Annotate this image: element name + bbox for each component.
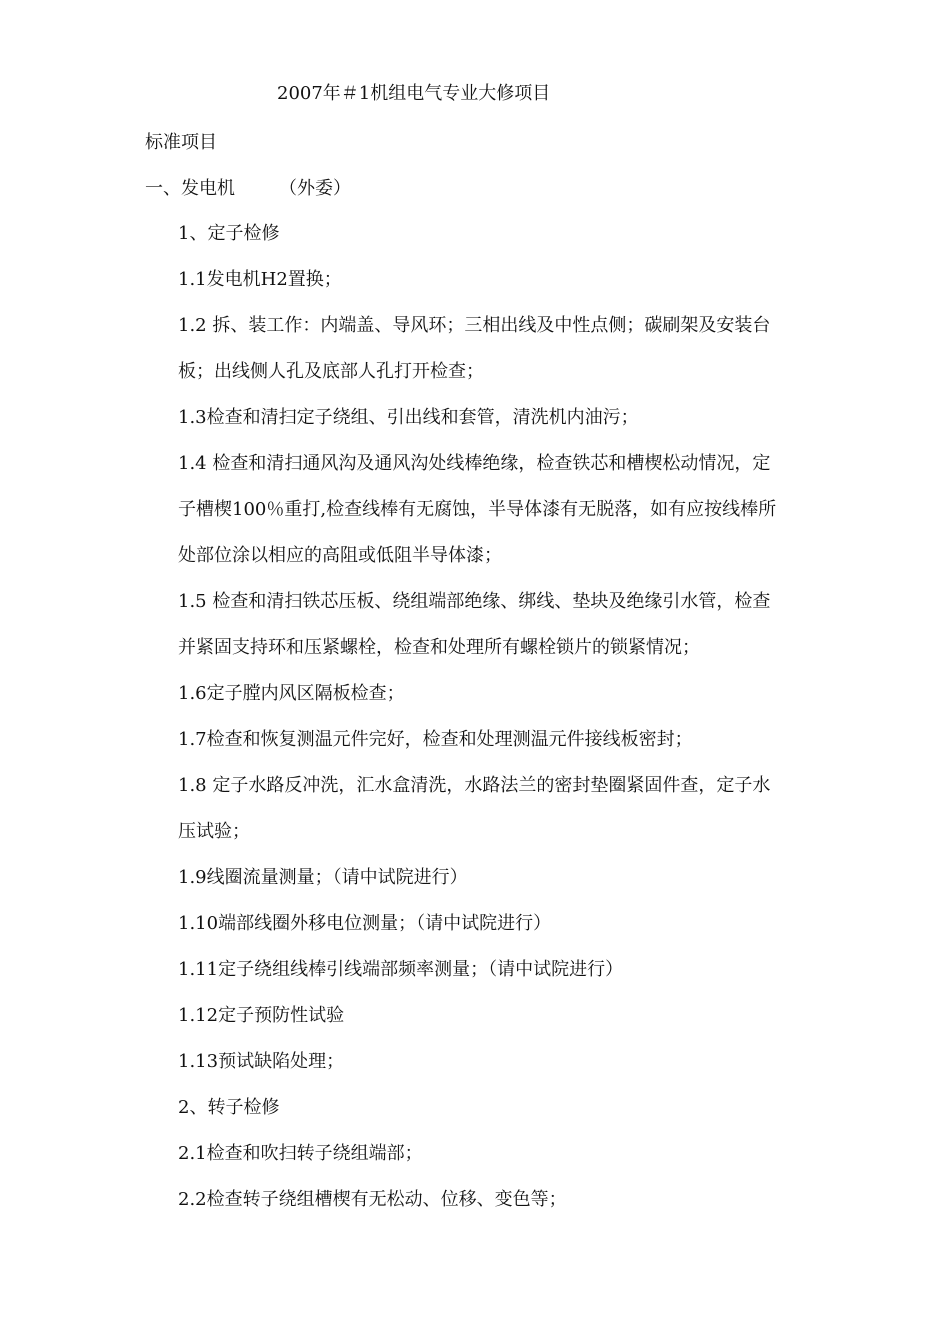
subsection-heading: 2、转子检修: [178, 1097, 280, 1118]
list-item: 1.9线圈流量测量；（请中试院进行）: [178, 867, 468, 888]
chapter-heading-row: [145, 177, 351, 201]
list-item-continuation: 板；出线侧人孔及底部人孔打开检查；: [178, 361, 484, 382]
list-item-continuation: 压试验；: [178, 821, 250, 842]
subsection-heading: 1、定子检修: [178, 223, 280, 244]
chapter-note: （外委）: [279, 178, 351, 199]
list-item: 1.11定子绕组线棒引线端部频率测量；（请中试院进行）: [178, 959, 624, 980]
list-item: 1.2 拆、装工作：内端盖、导风环；三相出线及中性点侧；碳刷架及安装台: [178, 315, 771, 336]
document-title: 2007年＃1机组电气专业大修项目: [277, 83, 551, 104]
list-item: 2.2检查转子绕组槽楔有无松动、位移、变色等；: [178, 1189, 567, 1210]
list-item: 1.7检查和恢复测温元件完好，检查和处理测温元件接线板密封；: [178, 729, 693, 750]
list-item-continuation: 处部位涂以相应的高阻或低阻半导体漆；: [178, 545, 502, 566]
list-item: 1.1发电机H2置换；: [178, 269, 342, 290]
section-label: 标准项目: [145, 132, 217, 153]
list-item: 1.10端部线圈外移电位测量；（请中试院进行）: [178, 913, 552, 934]
list-item: 1.4 检查和清扫通风沟及通风沟处线棒绝缘，检查铁芯和槽楔松动情况，定: [178, 453, 771, 474]
list-item: 1.13预试缺陷处理；: [178, 1051, 345, 1072]
list-item: 1.3检查和清扫定子绕组、引出线和套管，清洗机内油污；: [178, 407, 639, 428]
list-item-continuation: 子槽楔100％重打,检查线棒有无腐蚀，半导体漆有无脱落，如有应按线棒所: [178, 499, 777, 520]
list-item: 1.12定子预防性试验: [178, 1005, 345, 1026]
list-item: 1.5 检查和清扫铁芯压板、绕组端部绝缘、绑线、垫块及绝缘引水管，检查: [178, 591, 771, 612]
list-item: 1.8 定子水路反冲洗，汇水盒清洗，水路法兰的密封垫圈紧固件查，定子水: [178, 775, 771, 796]
list-item-continuation: 并紧固支持环和压紧螺栓，检查和处理所有螺栓锁片的锁紧情况；: [178, 637, 700, 658]
list-item: 2.1检查和吹扫转子绕组端部；: [178, 1143, 423, 1164]
list-item: 1.6定子膛内风区隔板检查；: [178, 683, 405, 704]
chapter-heading: 一、发电机: [145, 178, 235, 199]
